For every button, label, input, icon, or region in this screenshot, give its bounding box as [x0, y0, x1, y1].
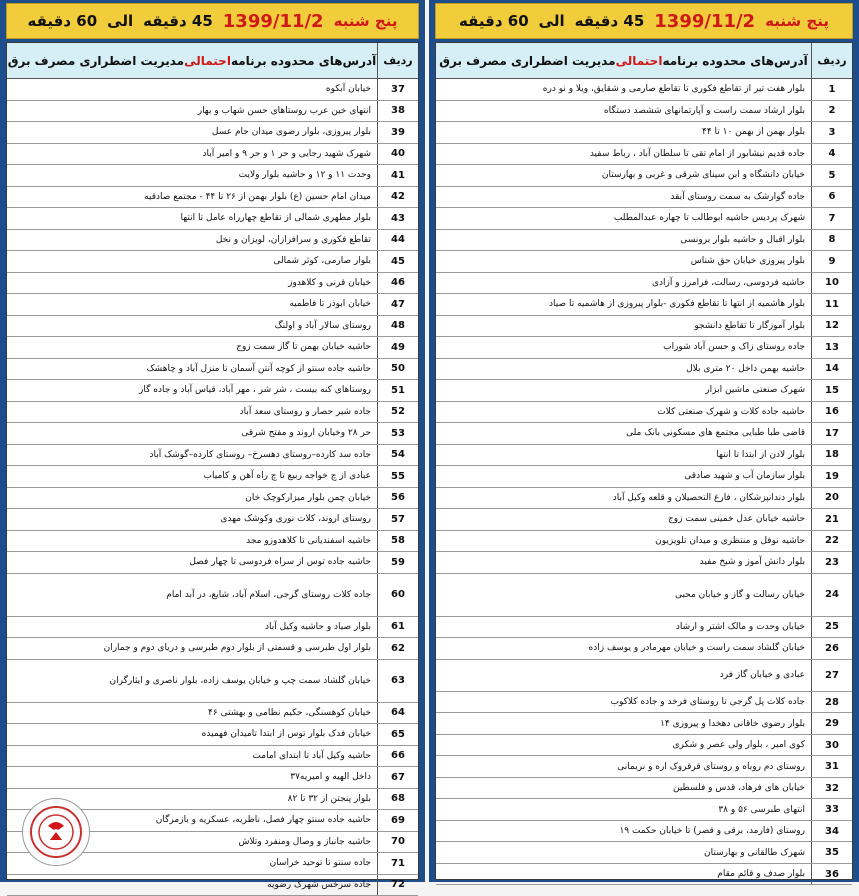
- row-number: 23: [811, 552, 852, 573]
- row-number: 38: [377, 101, 418, 122]
- row-address: حاشیه بهمن داخل ۲۰ متری بلال: [436, 359, 811, 380]
- row-address: شهرک صنعتی ماشین ابزار: [436, 380, 811, 401]
- table-row: [436, 122, 852, 144]
- row-number: 70: [377, 832, 418, 853]
- row-address: وحدت ۱۱ و ۱۲ و حاشیه بلوار ولایت: [7, 165, 377, 186]
- row-number: 28: [811, 692, 852, 713]
- row-number-header: ردیف: [811, 43, 852, 78]
- table-row: [7, 337, 418, 359]
- row-address: بلوار صارمی، کوثر شمالی: [7, 251, 377, 272]
- row-number: 29: [811, 713, 852, 734]
- row-number: 39: [377, 122, 418, 143]
- row-number: 64: [377, 703, 418, 724]
- table-row: [436, 101, 852, 123]
- row-number: 56: [377, 488, 418, 509]
- row-address: قاضی طبا طبایی مجتمع های مسکونی بانک ملی: [436, 423, 811, 444]
- table-row: [7, 165, 418, 187]
- title-date: 1399/11/2: [223, 11, 324, 32]
- row-address: انتهای طبرسی ۵۶ و ۳۸: [436, 799, 811, 820]
- table-row: [436, 144, 852, 166]
- row-address: حاشیه جاده سنتو چهار فصل، ناظریه، عسکریه و بازمرگان: [7, 810, 377, 831]
- row-number: 1: [811, 79, 852, 100]
- table-row: [7, 488, 418, 510]
- row-number: 4: [811, 144, 852, 165]
- right-table: [435, 42, 853, 880]
- row-number: 41: [377, 165, 418, 186]
- left-table-body: [7, 79, 418, 896]
- row-address: جاده سرخس شهرک رضویه: [7, 875, 377, 896]
- addresses-header-prefix: آدرس‌های محدوده برنامه: [231, 54, 376, 68]
- row-number: 58: [377, 531, 418, 552]
- row-number: 57: [377, 509, 418, 530]
- row-address: حاشیه نوفل و منتظری و میدان تلویزیون: [436, 531, 811, 552]
- row-number: 72: [377, 875, 418, 896]
- row-address: جاده قدیم نیشابور از امام تقی تا سلطان آباد ، رباط سفید: [436, 144, 811, 165]
- row-address: بلوار سازمان آب و شهید صادقی: [436, 466, 811, 487]
- row-address: بلوار لادن از ابتدا تا انتها: [436, 445, 811, 466]
- row-number: 52: [377, 402, 418, 423]
- title-duration: 45 دقیقه: [575, 12, 645, 30]
- row-number: 37: [377, 79, 418, 100]
- row-address: جاده سنتو تا توحید خراسان: [7, 853, 377, 874]
- table-row: [7, 380, 418, 402]
- row-address: روستای دم روباه و روستای قرقروک اره و نریمانی: [436, 756, 811, 777]
- row-address: حاشیه خیابان عدل خمینی سمت زوج: [436, 509, 811, 530]
- table-row: [436, 273, 852, 295]
- table-row: [436, 842, 852, 864]
- table-row: [436, 821, 852, 843]
- row-address: بلوار هاشمیه از انتها تا تقاطع فکوری -بلوار پیروزی از هاشمیه تا صیاد: [436, 294, 811, 315]
- addresses-header-prefix: آدرس‌های محدوده برنامه: [662, 54, 807, 68]
- row-address: جاده شیر حصار و روستای سعد آباد: [7, 402, 377, 423]
- row-number: 8: [811, 230, 852, 251]
- table-row: [7, 316, 418, 338]
- table-row: [7, 230, 418, 252]
- row-number: 61: [377, 617, 418, 638]
- row-number: 54: [377, 445, 418, 466]
- row-number: 53: [377, 423, 418, 444]
- row-address: حاشیه جانباز و وصال ومنفرد وتلاش: [7, 832, 377, 853]
- table-row: [7, 660, 418, 703]
- table-row: [7, 445, 418, 467]
- row-number: 19: [811, 466, 852, 487]
- row-number: 25: [811, 617, 852, 638]
- row-number: 3: [811, 122, 852, 143]
- row-number: 17: [811, 423, 852, 444]
- table-row: [436, 466, 852, 488]
- table-row: [436, 294, 852, 316]
- addresses-header: [7, 43, 377, 78]
- row-number: 7: [811, 208, 852, 229]
- table-row: [436, 251, 852, 273]
- row-address: خیابان های فرهاد، قدس و فلسطین: [436, 778, 811, 799]
- row-address: خیابان ابوذر تا فاطمیه: [7, 294, 377, 315]
- row-number: 63: [377, 660, 418, 702]
- row-address: بلوار هفت تیر از تقاطع فکوری تا تقاطع صارمی و شقایق، ویلا و نو دره: [436, 79, 811, 100]
- table-row: [7, 79, 418, 101]
- addresses-header-highlight: احتمالی: [616, 54, 663, 68]
- table-row: [7, 423, 418, 445]
- table-row: [436, 208, 852, 230]
- row-address: خیابان کوهسنگی، حکیم نظامی و بهشتی ۴۶: [7, 703, 377, 724]
- row-address: عبادی از چ خواجه ربیع تا چ راه آهن و کامیاب: [7, 466, 377, 487]
- table-row: [436, 445, 852, 467]
- table-row: [436, 692, 852, 714]
- row-number: 30: [811, 735, 852, 756]
- table-row: [436, 337, 852, 359]
- table-row: [436, 316, 852, 338]
- table-row: [7, 574, 418, 617]
- row-number: 21: [811, 509, 852, 530]
- row-number: 45: [377, 251, 418, 272]
- table-header: [7, 43, 418, 79]
- row-number: 5: [811, 165, 852, 186]
- row-number: 65: [377, 724, 418, 745]
- row-number: 71: [377, 853, 418, 874]
- row-address: شهرک پردیس حاشیه ابوطالب تا چهاره عبدالمطلب: [436, 208, 811, 229]
- left-table: [6, 42, 419, 880]
- row-address: بلوار بهمن از بهمن ۱۰ تا ۴۴: [436, 122, 811, 143]
- row-number: 33: [811, 799, 852, 820]
- table-row: [436, 574, 852, 617]
- title-day: پنج شنبه: [765, 12, 829, 30]
- row-number: 55: [377, 466, 418, 487]
- table-row: [7, 251, 418, 273]
- table-row: [7, 144, 418, 166]
- right-title-banner: [435, 3, 853, 39]
- table-row: [7, 294, 418, 316]
- title-duration: 45 دقیقه: [143, 12, 213, 30]
- table-row: [7, 402, 418, 424]
- table-row: [436, 488, 852, 510]
- table-row: [436, 778, 852, 800]
- table-header: [436, 43, 852, 79]
- row-number: 47: [377, 294, 418, 315]
- table-row: [436, 509, 852, 531]
- row-address: حاشیه فردوسی، رسالت، فرامرز و آزادی: [436, 273, 811, 294]
- title-max-duration: 60 دقیقه: [28, 12, 98, 30]
- row-address: خیابان گلشاد سمت راست و خیابان مهرمادر و یوسف زاده: [436, 638, 811, 659]
- row-number: 34: [811, 821, 852, 842]
- table-row: [7, 101, 418, 123]
- row-number: 50: [377, 359, 418, 380]
- row-number: 32: [811, 778, 852, 799]
- row-address: حاشیه خیابان بهمن تا گاز سمت زوج: [7, 337, 377, 358]
- table-row: [436, 531, 852, 553]
- row-address: بلوار پیروزی خیابان حق شناس: [436, 251, 811, 272]
- table-row: [436, 402, 852, 424]
- row-address: خیابان وحدت و مالک اشتر و ارشاد: [436, 617, 811, 638]
- row-number: 35: [811, 842, 852, 863]
- table-row: [436, 713, 852, 735]
- row-number: 60: [377, 574, 418, 616]
- row-number: 12: [811, 316, 852, 337]
- row-address: خیابان چمن بلوار میزارکوچک خان: [7, 488, 377, 509]
- table-row: [436, 638, 852, 660]
- row-address: شهرک طالقانی و بهارستان: [436, 842, 811, 863]
- table-row: [436, 617, 852, 639]
- row-number: 24: [811, 574, 852, 616]
- row-address: عبادی و خیابان گاز فرد: [436, 660, 811, 691]
- table-row: [7, 509, 418, 531]
- table-row: [436, 380, 852, 402]
- row-number: 51: [377, 380, 418, 401]
- table-row: [436, 864, 852, 886]
- row-number: 27: [811, 660, 852, 691]
- table-row: [7, 122, 418, 144]
- row-address: حر ۲۸ وخیابان اروند و مفتح شرقی: [7, 423, 377, 444]
- row-number: 68: [377, 789, 418, 810]
- right-table-body: [436, 79, 852, 885]
- row-address: تقاطع فکوری و سرافرازان، لویزان و نخل: [7, 230, 377, 251]
- row-address: بلوار صیاد و حاشیه وکیل آباد: [7, 617, 377, 638]
- row-address: بلوار اول طبرسی و قسمتی از بلوار دوم طبرسی و دریای دوم و جماران: [7, 638, 377, 659]
- row-number: 62: [377, 638, 418, 659]
- table-row: [7, 875, 418, 896]
- title-date: 1399/11/2: [654, 11, 755, 32]
- table-row: [7, 638, 418, 660]
- row-number: 9: [811, 251, 852, 272]
- title-max-duration: 60 دقیقه: [459, 12, 529, 30]
- row-address: بلوار آموزگار تا تقاطع دانشجو: [436, 316, 811, 337]
- table-row: [7, 703, 418, 725]
- row-address: حاشیه جاده سنتو از کوچه آنتن آسمان تا منزل آباد و چاهشک: [7, 359, 377, 380]
- table-row: [436, 552, 852, 574]
- row-number: 43: [377, 208, 418, 229]
- row-number: 10: [811, 273, 852, 294]
- row-number: 20: [811, 488, 852, 509]
- row-address: بلوار پنجتن از ۳۲ تا ۸۲: [7, 789, 377, 810]
- right-panel: [429, 0, 859, 882]
- table-row: [436, 79, 852, 101]
- row-address: بلوار دانش آموز و شیخ مفید: [436, 552, 811, 573]
- organization-logo: [22, 798, 90, 866]
- row-address: جاده گوارشک به سمت روستای آبقد: [436, 187, 811, 208]
- row-number: 46: [377, 273, 418, 294]
- row-address: حاشیه اسفندیانی تا کلاهدوزو مجد: [7, 531, 377, 552]
- row-number: 6: [811, 187, 852, 208]
- row-address: خیابان رسالت و گاز و خیابان محبی: [436, 574, 811, 616]
- row-number: 67: [377, 767, 418, 788]
- row-number: 48: [377, 316, 418, 337]
- table-row: [7, 187, 418, 209]
- table-row: [7, 724, 418, 746]
- row-address: جاده سد کارده–روستای دهسرخ– روستای کارده–گوشک آباد: [7, 445, 377, 466]
- row-address: داخل الهیه و امیریه۳۷: [7, 767, 377, 788]
- row-address: کوی امیر ، بلوار ولی عصر و شکری: [436, 735, 811, 756]
- row-address: بلوار رضوی خاقانی دهخدا و پیروزی ۱۴: [436, 713, 811, 734]
- table-row: [7, 746, 418, 768]
- table-row: [436, 230, 852, 252]
- row-address: خیابان قرنی و کلاهدوز: [7, 273, 377, 294]
- row-address: روستاهای کنه بیست ، شر شر ، مهر آباد، قیاس آباد و جاده گاز: [7, 380, 377, 401]
- row-address: بلوار دندانپزشکان ، فارغ التحصیلان و قلعه وکیل آباد: [436, 488, 811, 509]
- left-title-banner: [6, 3, 419, 39]
- logo-emblem-icon: [28, 804, 84, 860]
- row-number: 16: [811, 402, 852, 423]
- row-number: 18: [811, 445, 852, 466]
- table-row: [436, 799, 852, 821]
- row-address: خیابان دانشگاه و ابن سینای شرقی و غربی و بهارستان: [436, 165, 811, 186]
- row-address: روستای اروند، کلات نوری وکوشک مهدی: [7, 509, 377, 530]
- row-address: خیابان گلشاد سمت چپ و خیابان یوسف زاده، بلوار ناصری و ایثارگران: [7, 660, 377, 702]
- table-row: [436, 735, 852, 757]
- table-row: [436, 359, 852, 381]
- row-number: 49: [377, 337, 418, 358]
- row-number: 2: [811, 101, 852, 122]
- row-number: 59: [377, 552, 418, 573]
- left-panel: [0, 0, 425, 882]
- row-number: 31: [811, 756, 852, 777]
- row-address: بلوار اقبال و حاشیه بلوار برونسی: [436, 230, 811, 251]
- addresses-header-suffix: مدیریت اضطراری مصرف برق: [8, 54, 184, 68]
- table-row: [436, 165, 852, 187]
- row-number: 42: [377, 187, 418, 208]
- table-row: [436, 423, 852, 445]
- row-address: روستای (فارمد، برقی و قصر) تا خیابان حکمت ۱۹: [436, 821, 811, 842]
- row-address: شهرک شهید رجایی و حر ۱ و حر ۹ و امیر آباد: [7, 144, 377, 165]
- row-number: 13: [811, 337, 852, 358]
- row-address: بلوار پیروزی، بلوار رضوی میدان جام عسل: [7, 122, 377, 143]
- table-row: [436, 187, 852, 209]
- table-row: [7, 617, 418, 639]
- row-number: 40: [377, 144, 418, 165]
- row-address: حاشیه وکیل آباد تا ابتدای امامت: [7, 746, 377, 767]
- title-to: الی: [539, 12, 565, 30]
- row-address: بلوار صدف و قائم مقام: [436, 864, 811, 885]
- addresses-header-suffix: مدیریت اضطراری مصرف برق: [439, 54, 615, 68]
- row-number: 11: [811, 294, 852, 315]
- table-row: [436, 756, 852, 778]
- row-address: بلوار ارشاد سمت راست و آپارتمانهای ششصد دستگاه: [436, 101, 811, 122]
- table-row: [436, 660, 852, 692]
- title-to: الی: [107, 12, 133, 30]
- row-address: خیابان فدک بلوار توس از ابتدا تامیدان فهمیده: [7, 724, 377, 745]
- row-address: بلوار مطهری شمالی از تقاطع چهارراه عامل تا انتها: [7, 208, 377, 229]
- table-row: [7, 531, 418, 553]
- row-address: میدان امام حسین (ع) بلوار بهمن از ۲۶ تا ۴۴ - مجتمع صادقیه: [7, 187, 377, 208]
- row-number: 14: [811, 359, 852, 380]
- row-address: جاده کلات روستای گرجی، اسلام آباد، شایع، در آبد امام: [7, 574, 377, 616]
- title-day: پنج شنبه: [334, 12, 398, 30]
- addresses-header: [436, 43, 811, 78]
- row-number: 44: [377, 230, 418, 251]
- addresses-header-highlight: احتمالی: [184, 54, 231, 68]
- row-number: 69: [377, 810, 418, 831]
- table-row: [7, 552, 418, 574]
- row-number: 26: [811, 638, 852, 659]
- table-row: [7, 208, 418, 230]
- row-address: حاشیه جاده توس از سراه فردوسی تا چهار فصل: [7, 552, 377, 573]
- row-number: 66: [377, 746, 418, 767]
- row-address: انتهای خین عرب روستاهای حسن شهاب و بهار: [7, 101, 377, 122]
- row-number: 36: [811, 864, 852, 885]
- table-row: [7, 359, 418, 381]
- row-number-header: ردیف: [377, 43, 418, 78]
- table-row: [7, 767, 418, 789]
- row-number: 22: [811, 531, 852, 552]
- row-address: جاده روستای زاک و حسن آباد شوراب: [436, 337, 811, 358]
- row-address: جاده کلات پل گرجی تا روستای فرخد و جاده کلاکوب: [436, 692, 811, 713]
- row-address: خیابان آبکوه: [7, 79, 377, 100]
- row-address: حاشیه جاده کلات و شهرک صنعتی کلات: [436, 402, 811, 423]
- row-number: 15: [811, 380, 852, 401]
- table-row: [7, 466, 418, 488]
- table-row: [7, 273, 418, 295]
- row-address: روستای سالار آباد و اولنگ: [7, 316, 377, 337]
